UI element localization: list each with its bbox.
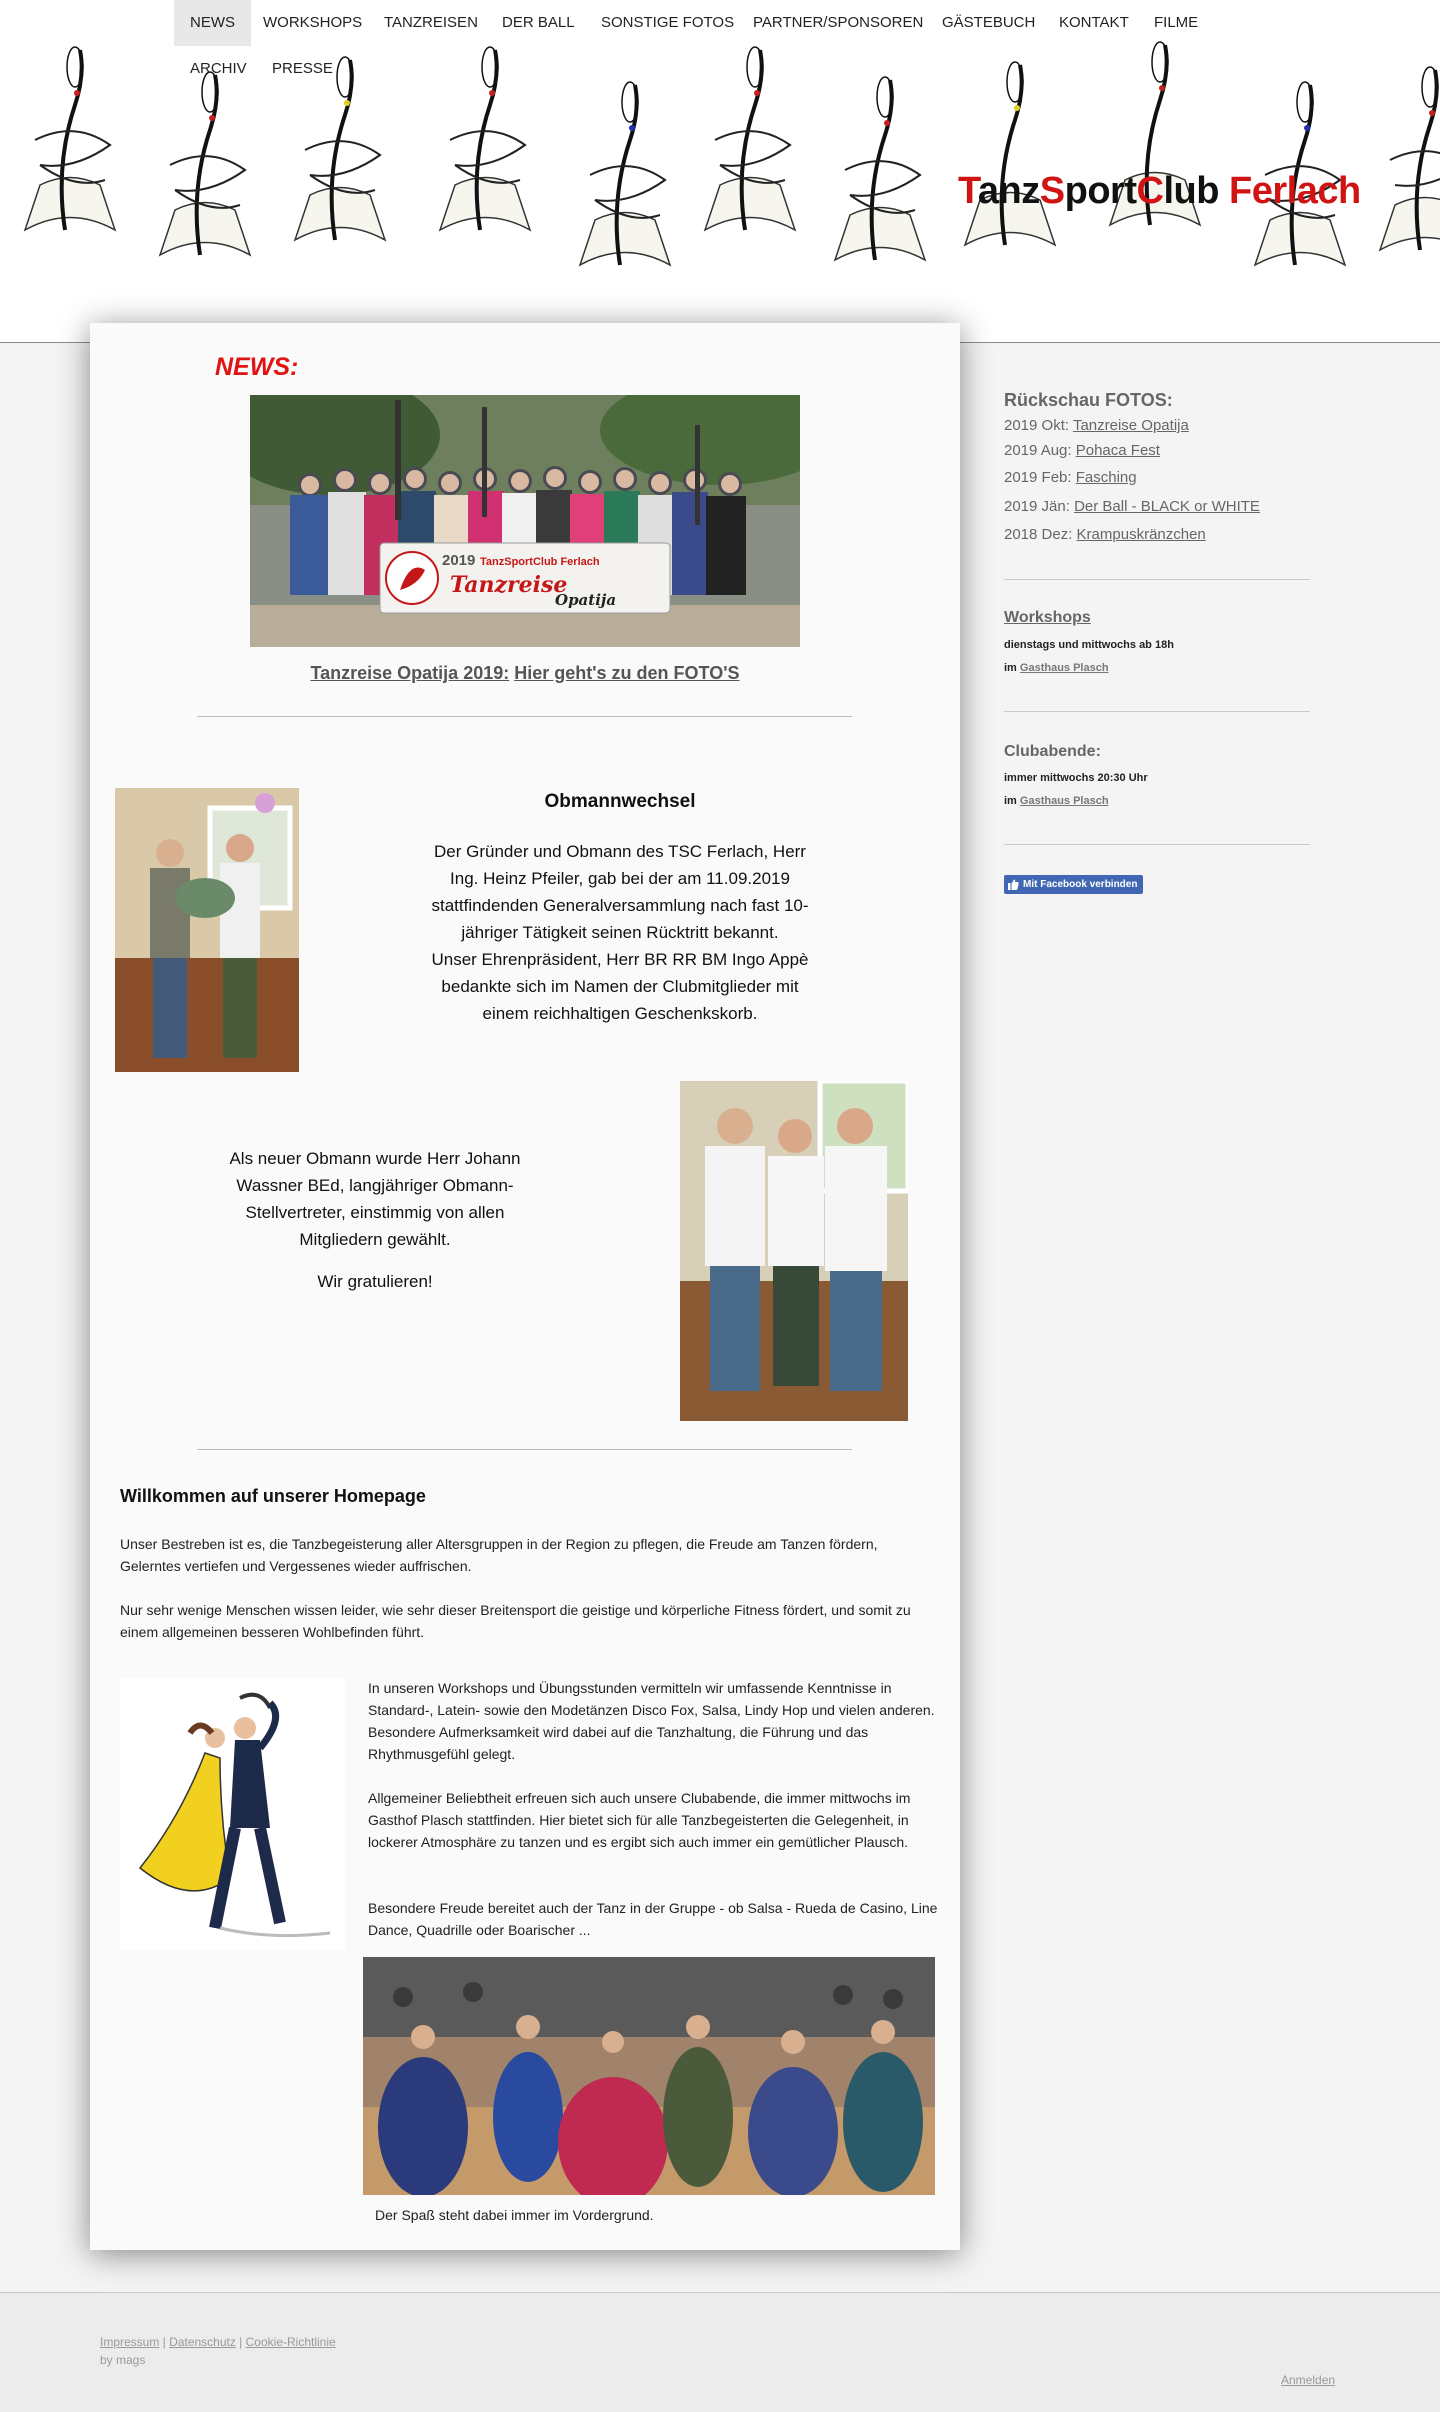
thumbs-up-icon	[1008, 879, 1019, 890]
nav-item-der-ball[interactable]: DER BALL	[502, 14, 575, 31]
sidebar-divider	[1004, 844, 1310, 845]
cookie-link[interactable]: Cookie-Richtlinie	[245, 2335, 336, 2349]
opatija-caption	[90, 663, 960, 684]
workshops-loc-prefix: im	[1004, 662, 1020, 674]
rueckschau-date: 2018 Dez:	[1004, 526, 1077, 543]
datenschutz-link[interactable]: Datenschutz	[169, 2335, 236, 2349]
rueckschau-item	[1004, 417, 1189, 434]
site-logo[interactable]	[958, 170, 1361, 213]
workshops-paragraph: In unseren Workshops und Übungsstunden vermitteln wir umfassende Kenntnisse in Standard-, Latein- sowie den Modetänzen Disco Fox, Salsa, Lindy Hop und vielen anderen. Besondere Aufmerksamkeit wird dabei auf die Tanzhaltung, die Führung und das Rhythmusgefühl gelegt.	[368, 1680, 935, 1762]
dancer-figure-7	[825, 75, 935, 275]
logo-letter: S	[1039, 170, 1065, 212]
new-obmann-paragraph: Als neuer Obmann wurde Herr Johann Wassner BEd, langjähriger Obmann-Stellvertreter, einstimmig von allen Mitgliedern gewählt.	[229, 1149, 521, 1249]
rueckschau-item	[1004, 526, 1206, 543]
congratulations-text: Wir gratulieren!	[317, 1272, 433, 1291]
dancer-figure-5	[570, 80, 680, 280]
rueckschau-item	[1004, 498, 1260, 515]
rueckschau-date: 2019 Aug:	[1004, 442, 1076, 459]
logo-text: lub	[1163, 170, 1229, 212]
rueckschau-link-pohaca[interactable]: Pohaca Fest	[1075, 442, 1160, 459]
rueckschau-date: 2019 Okt:	[1004, 417, 1073, 434]
nav-item-partner-sponsoren[interactable]: PARTNER/SPONSOREN	[753, 14, 924, 31]
footer-separator: |	[235, 2335, 246, 2349]
banner-place-text: Opatija	[555, 591, 617, 609]
dancer-figure-4	[430, 45, 540, 245]
rueckschau-item	[1004, 442, 1160, 459]
nav-item-archiv[interactable]: ARCHIV	[190, 60, 247, 77]
login-link[interactable]: Anmelden	[1281, 2373, 1336, 2387]
nav-item-news[interactable]: NEWS	[174, 0, 251, 46]
dancer-figure-6	[695, 45, 805, 245]
rueckschau-link-opatija[interactable]: Tanzreise Opatija	[1072, 417, 1189, 434]
facebook-label: Mit Facebook verbinden	[1023, 879, 1138, 890]
workshops-time: dienstags und mittwochs ab 18h	[1004, 639, 1174, 651]
clubabende-loc-prefix: im	[1004, 795, 1020, 807]
nav-item-workshops[interactable]: WORKSHOPS	[263, 14, 363, 31]
nav-item-gaestebuch[interactable]: GÄSTEBUCH	[942, 14, 1036, 31]
rueckschau-link-ball[interactable]: Der Ball - BLACK or WHITE	[1074, 498, 1260, 515]
quadrille-dance-photo[interactable]	[363, 1957, 935, 2195]
page-footer	[0, 2292, 1440, 2412]
obmannwechsel-heading: Obmannwechsel	[544, 791, 696, 812]
clubabende-paragraph: Allgemeiner Beliebtheit erfreuen sich auch unsere Clubabende, die immer mittwochs im Gasthof Plasch stattfinden. Hier bietet sich für alle Tanzbegeisterten die Gelegenheit, in lockerer Atmosphäre zu tanzen und es ergibt sich auch immer ein gemütlicher Plausch.	[368, 1790, 911, 1850]
nav-item-tanzreisen[interactable]: TANZREISEN	[384, 14, 478, 31]
rueckschau-date: 2019 Jän:	[1004, 498, 1075, 515]
banner-year-text: 2019	[442, 552, 476, 569]
gruppentanz-paragraph: Besondere Freude bereitet auch der Tanz in der Gruppe - ob Salsa - Rueda de Casino, Line Dance, Quadrille oder Boarischer ...	[368, 1900, 938, 1938]
logo-text: anz	[977, 170, 1040, 212]
rueckschau-item	[1004, 469, 1137, 486]
dancer-figure-11	[1370, 65, 1440, 265]
obmann-paragraph-1: Der Gründer und Obmann des TSC Ferlach, Herr Ing. Heinz Pfeiler, gab bei der am 11.09.2019 stattfindenden Generalversammlung nach fast 10-jähriger Tätigkeit seinen Rücktritt bekannt.	[431, 842, 809, 942]
gasthaus-plasch-link[interactable]: Gasthaus Plasch	[1019, 795, 1109, 807]
divider	[197, 1449, 852, 1450]
logo-text: port	[1064, 170, 1137, 212]
welcome-heading: Willkommen auf unserer Homepage	[120, 1486, 426, 1506]
banner-club-text: TanzSportClub Ferlach	[480, 556, 600, 568]
gasthaus-plasch-link[interactable]: Gasthaus Plasch	[1019, 662, 1109, 674]
dancer-figure-1	[15, 45, 125, 245]
impressum-link[interactable]: Impressum	[100, 2335, 160, 2349]
opatija-photos-link[interactable]: Hier geht's zu den FOTO'S	[514, 663, 740, 683]
header-banner	[0, 0, 1440, 343]
logo-letter: F	[1229, 170, 1252, 212]
group-photo-opatija[interactable]	[250, 395, 800, 647]
divider	[197, 716, 852, 717]
footer-credit: by mags	[100, 2353, 146, 2367]
main-content-card	[90, 323, 960, 2250]
sidebar-divider	[1004, 579, 1310, 580]
welcome-paragraph-2: Nur sehr wenige Menschen wissen leider, wie sehr dieser Breitensport die geistige und körperliche Fitness fördert, und somit zu einem allgemeinen besseren Wohlbefinden führt.	[120, 1602, 911, 1640]
rueckschau-heading: Rückschau FOTOS:	[1004, 390, 1173, 410]
facebook-connect-button[interactable]	[1004, 875, 1143, 894]
nav-item-sonstige-fotos[interactable]: SONSTIGE FOTOS	[601, 14, 735, 31]
logo-text: erlach	[1251, 170, 1361, 212]
rueckschau-link-krampus[interactable]: Krampuskränzchen	[1076, 526, 1206, 543]
obmannwechsel-text	[420, 838, 820, 1027]
photo-geschenkskorb[interactable]	[115, 788, 299, 1072]
logo-letter: T	[958, 170, 978, 212]
dancer-figure-8	[955, 60, 1065, 260]
news-heading: NEWS:	[215, 353, 299, 381]
rueckschau-link-fasching[interactable]: Fasching	[1075, 469, 1137, 486]
dancer-figure-2	[150, 70, 260, 270]
dancing-couple-illustration	[120, 1678, 345, 1950]
banner-script-text: Tanzreise	[450, 572, 568, 598]
nav-item-presse[interactable]: PRESSE	[272, 60, 333, 77]
nav-item-kontakt[interactable]: KONTAKT	[1059, 14, 1129, 31]
rueckschau-date: 2019 Feb:	[1004, 469, 1076, 486]
footer-separator: |	[159, 2335, 170, 2349]
nav-item-filme[interactable]: FILME	[1154, 14, 1199, 31]
clubabende-time: immer mittwochs 20:30 Uhr	[1004, 772, 1148, 784]
clubabende-heading: Clubabende:	[1004, 743, 1101, 760]
logo-letter: C	[1136, 170, 1164, 212]
workshops-location	[1004, 662, 1109, 674]
caption-prefix: Tanzreise Opatija 2019:	[310, 663, 510, 683]
photo-three-men[interactable]	[680, 1081, 908, 1421]
new-obmann-text	[210, 1145, 540, 1310]
obmann-paragraph-2: Unser Ehrenpräsident, Herr BR RR BM Ingo Appè bedankte sich im Namen der Clubmitglieder mit einem reichhaltigen Geschenkskorb.	[431, 950, 809, 1023]
quadrille-caption: Der Spaß steht dabei immer im Vordergrund.	[375, 2207, 654, 2223]
clubabende-location	[1004, 795, 1109, 807]
sidebar-divider	[1004, 711, 1310, 712]
workshops-sidebar-link[interactable]: Workshops	[1004, 609, 1091, 626]
welcome-paragraph-1: Unser Bestreben ist es, die Tanzbegeisterung aller Altersgruppen in der Region zu pflegen, die Freude am Tanzen fördern, Gelerntes vertiefen und Vergessenes wieder auffrischen.	[120, 1536, 878, 1574]
footer-links	[100, 2335, 336, 2349]
